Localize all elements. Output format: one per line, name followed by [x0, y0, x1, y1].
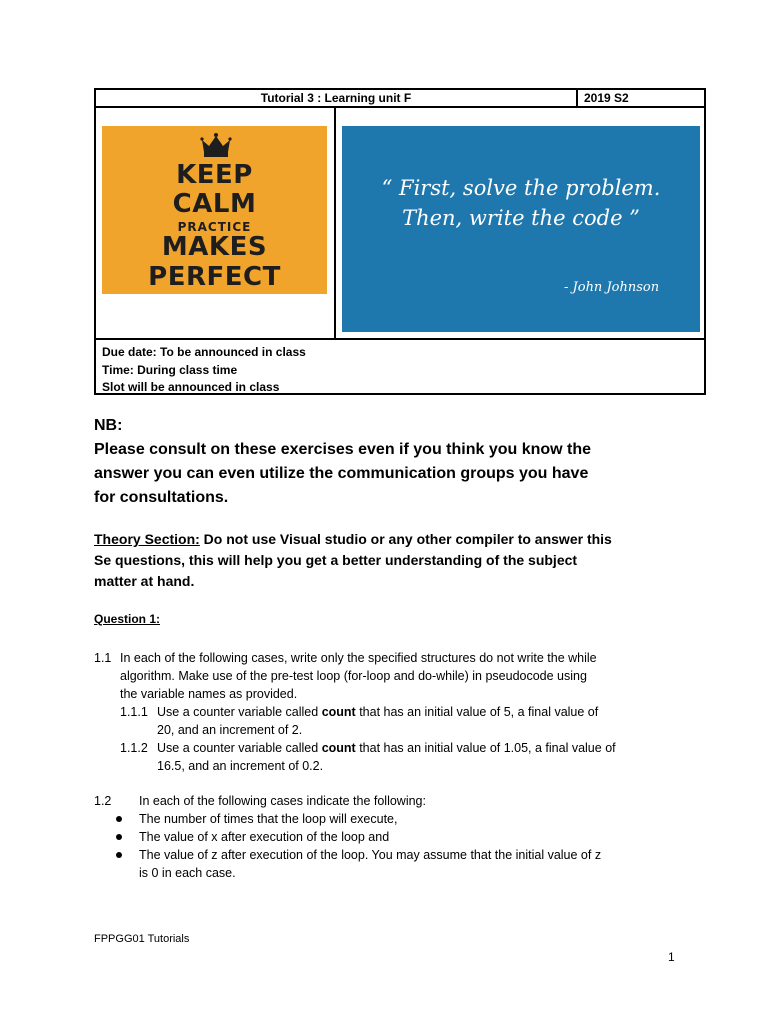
semester-label: 2019 S2: [584, 91, 629, 105]
header-title-row: [96, 90, 704, 108]
bullet-icon: [116, 834, 122, 840]
crown-icon: [198, 132, 234, 160]
poster-line-4: MAKES: [161, 232, 268, 262]
item-1-1-1-bold: count: [321, 705, 356, 719]
item-1-1-2-post: that has an initial value of 1.05, a final value of: [355, 741, 616, 755]
item-1-1-line-3: the variable names as provided.: [120, 687, 298, 701]
item-1-1-2-number: 1.1.2: [120, 741, 148, 755]
item-1-1-1-pre: Use a counter variable called: [157, 705, 322, 719]
theory-line-1: [94, 529, 714, 550]
quote-line-2: Then, write the code ”: [402, 206, 640, 230]
question-1-heading: Question 1:: [94, 612, 161, 626]
item-1-1-2-text: [157, 739, 717, 775]
quote-author: - John Johnson: [564, 280, 660, 295]
header-divider: [576, 90, 578, 106]
item-1-1-1-line-2: 20, and an increment of 2.: [157, 723, 303, 737]
item-1-2-number: 1.2: [94, 794, 112, 808]
item-1-1-number: 1.1: [94, 651, 112, 665]
nb-line-3: for consultations.: [94, 489, 229, 506]
bullet-icon: [116, 852, 122, 858]
nb-label: NB:: [94, 417, 123, 434]
poster-line-3: PRACTICE: [177, 220, 252, 234]
item-1-1-2-line-2: 16.5, and an increment of 0.2.: [157, 759, 324, 773]
bullet-item-2: The value of x after execution of the loop and: [139, 830, 390, 844]
page-number: 1: [668, 950, 675, 964]
bullet-item-1: The number of times that the loop will execute,: [139, 812, 398, 826]
item-1-1-1-line-1: [157, 703, 717, 721]
theory-line-3: matter at hand.: [94, 573, 195, 589]
item-1-1-1-number: 1.1.1: [120, 705, 148, 719]
quote-banner: [342, 126, 700, 332]
item-1-1-1-text: [157, 703, 717, 739]
poster-line-1: KEEP: [176, 160, 253, 190]
poster-line-2: CALM: [172, 189, 257, 219]
image-divider: [334, 108, 336, 338]
nb-line-2: answer you can even utilize the communication groups you have: [94, 465, 589, 482]
bullet-icon: [116, 816, 122, 822]
item-1-1-line-2: algorithm. Make use of the pre-test loop (for-loop and do-while) in pseudocode using: [120, 669, 587, 683]
item-1-1-2-bold: count: [321, 741, 356, 755]
nb-line-1: Please consult on these exercises even if you think you know the: [94, 441, 592, 458]
header-images-row: [96, 108, 704, 340]
tutorial-title: Tutorial 3 : Learning unit F: [260, 91, 412, 105]
theory-section: [94, 529, 714, 592]
class-time: Time: During class time: [102, 362, 238, 377]
bullet-item-3-line-1: The value of z after execution of the loop. You may assume that the initial value of z: [139, 848, 602, 862]
item-1-2-intro: In each of the following cases indicate the following:: [139, 794, 426, 808]
footer-course: FPPGG01 Tutorials: [94, 933, 190, 945]
theory-line-1-text: Do not use Visual studio or any other compiler to answer this: [199, 531, 612, 547]
item-1-1-1-post: that has an initial value of 5, a final value of: [355, 705, 599, 719]
nb-section: [94, 414, 714, 510]
keep-calm-poster: [102, 126, 327, 294]
item-1-1-line-1: In each of the following cases, write only the specified structures do not write the while: [120, 651, 597, 665]
header-info-row: [102, 344, 306, 397]
theory-line-2: Se questions, this will help you get a better understanding of the subject: [94, 552, 578, 568]
slot-info: Slot will be announced in class: [102, 380, 280, 394]
poster-line-5: PERFECT: [148, 262, 281, 292]
theory-heading: Theory Section:: [94, 531, 200, 547]
item-1-1-text: [120, 649, 720, 703]
quote-line-1: “ First, solve the problem.: [381, 176, 661, 200]
due-date: Due date: To be announced in class: [102, 345, 306, 359]
item-1-1-2-line-1: [157, 739, 717, 757]
item-1-1-2-pre: Use a counter variable called: [157, 741, 322, 755]
bullet-item-3-line-2: is 0 in each case.: [139, 866, 236, 880]
header-table: [94, 88, 706, 395]
bullet-item-3: [139, 846, 719, 882]
